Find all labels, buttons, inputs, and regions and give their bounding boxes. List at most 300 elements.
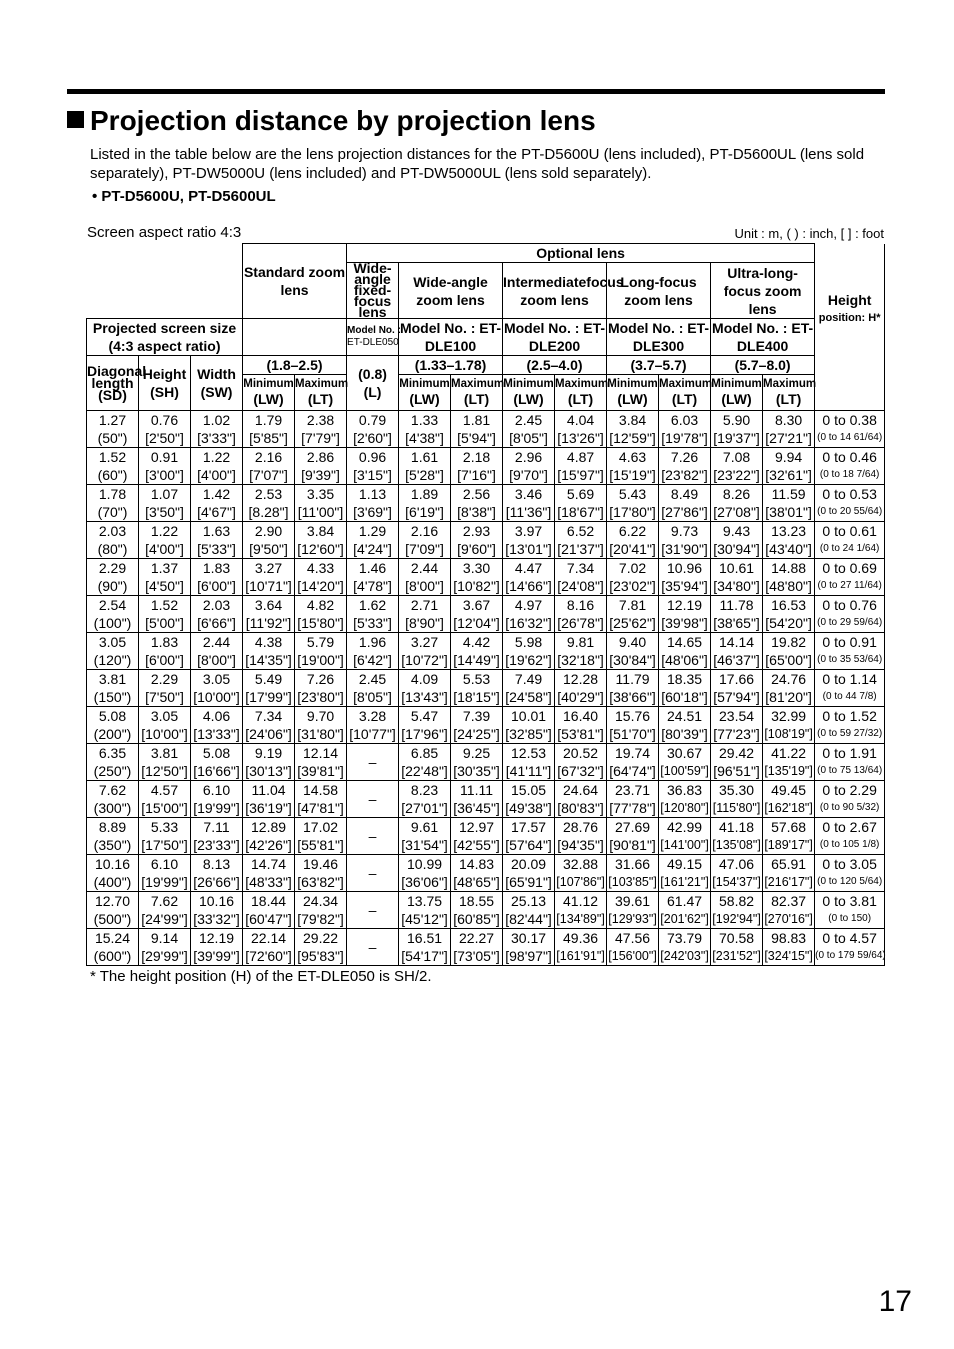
table-row (87, 781, 885, 818)
cell-subvalue: [19'99"] (141, 874, 188, 890)
cell-value: 8.16 (566, 597, 595, 613)
cell-subvalue: (0 to 29 59/64) (817, 617, 883, 628)
cell-subvalue: [47'81"] (297, 800, 344, 816)
cell-subvalue: [24'58"] (505, 689, 552, 705)
blank-standard (243, 319, 347, 356)
cell-subvalue: (0 to 120 5/64) (817, 876, 883, 887)
cell-subvalue: [65'00"] (765, 652, 812, 668)
cell-value: 5.98 (514, 634, 543, 650)
table-cell-sw (191, 522, 243, 559)
cell-subvalue: [46'37"] (713, 652, 760, 668)
cell-subvalue: [13'33"] (193, 726, 240, 742)
header-intermediate-zoom: Intermediatefocus zoom lens (503, 263, 607, 319)
cell-value: 15.05 (511, 782, 547, 798)
table-cell-f (503, 596, 555, 633)
cell-subvalue: [15'80"] (297, 615, 344, 631)
cell-subvalue: (200") (93, 726, 132, 742)
cell-value: 24.34 (303, 893, 339, 909)
cell-subvalue: [19'37"] (713, 430, 760, 446)
cell-value: 4.57 (150, 782, 179, 798)
table-cell-h (607, 744, 659, 781)
cell-value: 4.09 (410, 671, 439, 687)
cell-value: 1.52 (150, 597, 179, 613)
cell-subvalue: [41'11"] (505, 763, 552, 779)
cell-value: 4.87 (566, 449, 595, 465)
table-cell-sw (191, 929, 243, 966)
cell-value: 41.18 (719, 819, 755, 835)
header-min: Minimum (LW) (711, 375, 763, 411)
cell-subvalue: [60'47"] (245, 911, 292, 927)
cell-subvalue: [31'90"] (661, 541, 708, 557)
cell-subvalue: [242'03"] (660, 949, 709, 963)
cell-subvalue: [11'36"] (505, 504, 552, 520)
cell-value: 8.13 (202, 856, 231, 872)
cell-value: 41.22 (771, 745, 807, 761)
cell-subvalue: [31'54"] (401, 837, 448, 853)
cell-value: 7.34 (254, 708, 283, 724)
table-cell-b (295, 781, 347, 818)
cell-subvalue: [23'22"] (713, 467, 760, 483)
cell-value: 5.08 (202, 745, 231, 761)
cell-subvalue: [9'39"] (301, 467, 340, 483)
cell-subvalue: [135'08"] (712, 838, 761, 852)
table-cell-f (503, 411, 555, 448)
table-row (87, 596, 885, 633)
cell-subvalue: [38'66"] (609, 689, 656, 705)
cell-subvalue: (0 to 44 7/8) (822, 691, 877, 702)
table-cell-g (555, 855, 607, 892)
table-cell-k (763, 855, 815, 892)
cell-value: 1.27 (98, 412, 127, 428)
cell-value: 61.47 (667, 893, 703, 909)
cell-subvalue: [49'38"] (505, 800, 552, 816)
cell-subvalue: [189'17"] (764, 838, 813, 852)
cell-subvalue: [13'43"] (401, 689, 448, 705)
cell-subvalue: [48'33"] (245, 874, 292, 890)
cell-subvalue: [30'94"] (713, 541, 760, 557)
table-cell-j (711, 633, 763, 670)
cell-value: 3.46 (514, 486, 543, 502)
table-cell-sd (87, 892, 139, 929)
table-cell-c (347, 448, 399, 485)
cell-subvalue: [8'05"] (509, 430, 548, 446)
cell-subvalue: (0 to 24 1/64) (819, 543, 880, 554)
cell-subvalue: [3'69"] (353, 504, 392, 520)
cell-subvalue: [16'66"] (193, 763, 240, 779)
cell-value: 2.18 (462, 449, 491, 465)
cell-subvalue: [17'99"] (245, 689, 292, 705)
table-cell-i (659, 559, 711, 596)
table-cell-sw (191, 781, 243, 818)
header-min: Minimum (LW) (503, 375, 555, 411)
cell-subvalue: [57'64"] (505, 837, 552, 853)
table-cell-d (399, 448, 451, 485)
cell-subvalue: [23'02"] (609, 578, 656, 594)
cell-value: 1.61 (410, 449, 439, 465)
cell-value: 0 to 0.53 (822, 486, 877, 502)
table-cell-sw (191, 485, 243, 522)
cell-subvalue: [30'84"] (609, 652, 656, 668)
header-model-050 (347, 319, 399, 356)
cell-value: 3.05 (150, 708, 179, 724)
cell-value: 57.68 (771, 819, 807, 835)
ratio-300: (3.7–5.7) (607, 356, 711, 375)
cell-subvalue: [51'70"] (609, 726, 656, 742)
cell-value: 1.62 (358, 597, 387, 613)
cell-subvalue: (300") (93, 800, 132, 816)
table-cell-sh (139, 411, 191, 448)
table-cell-h (607, 596, 659, 633)
table-cell-a (243, 485, 295, 522)
cell-value: 10.96 (667, 560, 703, 576)
cell-value: 12.19 (667, 597, 703, 613)
cell-value: 23.54 (719, 708, 755, 724)
header-min: Minimum (LW) (399, 375, 451, 411)
table-cell-h (607, 485, 659, 522)
table-cell-e (451, 596, 503, 633)
cell-subvalue: [32'18"] (557, 652, 604, 668)
cell-subvalue: [5'28"] (405, 467, 444, 483)
cell-subvalue: [27'86"] (661, 504, 708, 520)
table-cell-j (711, 929, 763, 966)
cell-value: 17.66 (719, 671, 755, 687)
table-cell-f (503, 670, 555, 707)
table-row (87, 411, 885, 448)
table-cell-sw (191, 707, 243, 744)
cell-subvalue: [5'33"] (197, 541, 236, 557)
height-position-label-a: Height (827, 292, 872, 308)
cell-subvalue: [103'85"] (608, 875, 657, 889)
cell-value: 2.16 (254, 449, 283, 465)
cell-value: 18.35 (667, 671, 703, 687)
table-cell-b (295, 559, 347, 596)
table-cell-b (295, 411, 347, 448)
cell-subvalue: [7'50"] (145, 689, 184, 705)
table-cell-c (347, 929, 399, 966)
cell-value: 12.70 (94, 893, 131, 909)
table-cell-h (607, 670, 659, 707)
cell-value: 9.73 (670, 523, 699, 539)
cell-value: 5.43 (618, 486, 647, 502)
cell-value: 10.61 (719, 560, 755, 576)
cell-subvalue: [18'67"] (557, 504, 604, 520)
table-cell-g (555, 559, 607, 596)
table-cell-hp (815, 855, 885, 892)
cell-value: 12.14 (303, 745, 339, 761)
cell-value: 22.27 (459, 930, 495, 946)
table-cell-k (763, 892, 815, 929)
cell-subvalue: [2'60"] (353, 430, 392, 446)
cell-value: 3.81 (98, 671, 127, 687)
cell-subvalue: [15'00"] (141, 800, 188, 816)
table-cell-j (711, 855, 763, 892)
diagonal-label-b: length (91, 375, 134, 391)
cell-subvalue: [96'51"] (713, 763, 760, 779)
cell-subvalue: [231'52"] (712, 949, 761, 963)
table-cell-hp (815, 633, 885, 670)
table-cell-a (243, 855, 295, 892)
cell-value: 2.93 (462, 523, 491, 539)
table-cell-i (659, 781, 711, 818)
cell-value: 4.97 (514, 597, 543, 613)
table-cell-g (555, 670, 607, 707)
ratio-200: (2.5–4.0) (503, 356, 607, 375)
cell-value: 12.28 (563, 671, 599, 687)
cell-subvalue: [100'59"] (660, 764, 709, 778)
table-cell-b (295, 448, 347, 485)
cell-subvalue: [156'00"] (608, 949, 657, 963)
cell-value: 9.43 (722, 523, 751, 539)
table-cell-c (347, 485, 399, 522)
table-cell-a (243, 670, 295, 707)
cell-subvalue: [9'70"] (509, 467, 548, 483)
table-cell-d (399, 411, 451, 448)
table-cell-sw (191, 818, 243, 855)
cell-subvalue: (0 to 179 59/64) (815, 950, 886, 961)
cell-subvalue: [19'99"] (193, 800, 240, 816)
model-050-label: Model No. : (347, 325, 401, 336)
table-cell-b (295, 892, 347, 929)
cell-value: 3.97 (514, 523, 543, 539)
diagonal-label-c: (SD) (98, 387, 127, 403)
cell-subvalue: [60'18"] (661, 689, 708, 705)
cell-value: 47.56 (615, 930, 651, 946)
cell-value: 2.16 (410, 523, 439, 539)
cell-subvalue: [14'66"] (505, 578, 552, 594)
cell-subvalue: [6'19"] (405, 504, 444, 520)
table-cell-sw (191, 633, 243, 670)
table-cell-d (399, 707, 451, 744)
cell-subvalue: [54'20"] (765, 615, 812, 631)
header-max: Maximum (LT) (659, 375, 711, 411)
table-cell-sd (87, 596, 139, 633)
cell-subvalue: [16'32"] (505, 615, 552, 631)
table-cell-i (659, 522, 711, 559)
table-cell-c (347, 781, 399, 818)
ratio-standard: (1.8–2.5) (243, 356, 347, 375)
cell-value: 15.76 (615, 708, 651, 724)
cell-value: 9.19 (254, 745, 283, 761)
cell-subvalue: [54'17"] (401, 948, 448, 964)
table-cell-d (399, 929, 451, 966)
cell-value: 4.42 (462, 634, 491, 650)
table-cell-hp (815, 596, 885, 633)
cell-value: – (368, 791, 377, 807)
cell-value: 36.83 (667, 782, 703, 798)
cell-subvalue: [38'65"] (713, 615, 760, 631)
table-cell-j (711, 892, 763, 929)
cell-value: 2.29 (98, 560, 127, 576)
cell-value: 19.82 (771, 634, 807, 650)
cell-subvalue: (0 to 35 53/64) (817, 654, 883, 665)
cell-value: 11.11 (460, 782, 494, 798)
table-cell-e (451, 448, 503, 485)
cell-value: 47.06 (719, 856, 755, 872)
table-cell-k (763, 411, 815, 448)
cell-subvalue: [53'81"] (557, 726, 604, 742)
cell-subvalue: [270'16"] (764, 912, 813, 926)
table-cell-h (607, 633, 659, 670)
header-model-300: Model No. : ET-DLE300 (607, 320, 710, 354)
cell-value: 1.96 (358, 634, 387, 650)
table-cell-e (451, 633, 503, 670)
cell-subvalue: [30'13"] (245, 763, 292, 779)
cell-value: 11.78 (719, 597, 754, 613)
cell-subvalue: [11'00"] (297, 504, 344, 520)
table-cell-sh (139, 744, 191, 781)
cell-value: 12.53 (511, 745, 547, 761)
cell-value: 5.49 (254, 671, 283, 687)
cell-value: 1.07 (150, 486, 179, 502)
cell-value: 6.22 (618, 523, 647, 539)
width-label-a: Width (197, 366, 236, 382)
cell-value: 29.22 (303, 930, 339, 946)
cell-subvalue: [3'50"] (145, 504, 184, 520)
cell-value: 65.91 (771, 856, 807, 872)
cell-subvalue: [6'66"] (197, 615, 236, 631)
model-050-number: ET-DLE050 (347, 337, 399, 348)
cell-value: 5.47 (410, 708, 439, 724)
table-cell-d (399, 633, 451, 670)
table-cell-k (763, 744, 815, 781)
cell-value: 7.49 (514, 671, 543, 687)
cell-subvalue: [24'06"] (245, 726, 292, 742)
cell-subvalue: [19'00"] (297, 652, 344, 668)
cell-subvalue: [14'20"] (297, 578, 344, 594)
table-cell-e (451, 892, 503, 929)
cell-subvalue: [95'83"] (297, 948, 344, 964)
table-cell-f (503, 559, 555, 596)
ratio-050-a: (0.8) (358, 366, 387, 382)
cell-subvalue: [42'26"] (245, 837, 292, 853)
cell-subvalue: [42'55"] (453, 837, 500, 853)
table-cell-a (243, 781, 295, 818)
cell-subvalue: [55'81"] (297, 837, 344, 853)
header-model-100: Model No. : ET-DLE100 (399, 320, 502, 354)
cell-value: 10.16 (198, 893, 235, 909)
cell-value: 2.45 (514, 412, 543, 428)
cell-subvalue: [25'62"] (609, 615, 656, 631)
cell-subvalue: [4'24"] (353, 541, 392, 557)
table-cell-sd (87, 707, 139, 744)
cell-subvalue: [6'00"] (197, 578, 236, 594)
header-max: Maximum (LT) (295, 375, 347, 411)
projection-distance-table (86, 243, 885, 966)
cell-subvalue: [4'38"] (405, 430, 444, 446)
cell-subvalue: [18'15"] (453, 689, 500, 705)
cell-subvalue: [4'00"] (197, 467, 236, 483)
blank-height-pos-2 (815, 375, 885, 411)
cell-value: 7.34 (566, 560, 595, 576)
cell-value: 2.45 (358, 671, 387, 687)
table-cell-sd (87, 633, 139, 670)
table-cell-c (347, 596, 399, 633)
cell-subvalue: [7'16"] (457, 467, 496, 483)
cell-value: 5.33 (150, 819, 179, 835)
cell-value: 12.19 (198, 930, 235, 946)
table-cell-h (607, 522, 659, 559)
cell-value: 1.42 (202, 486, 231, 502)
table-cell-k (763, 670, 815, 707)
table-cell-f (503, 707, 555, 744)
table-cell-c (347, 522, 399, 559)
cell-value: 31.66 (615, 856, 651, 872)
cell-value: 1.29 (358, 523, 387, 539)
header-max: Maximum (LT) (555, 375, 607, 411)
cell-subvalue: [161'21"] (660, 875, 709, 889)
table-cell-sd (87, 485, 139, 522)
table-cell-sh (139, 892, 191, 929)
cell-value: 30.67 (667, 745, 703, 761)
cell-value: 20.09 (511, 856, 547, 872)
table-cell-hp (815, 929, 885, 966)
cell-subvalue: [90'81"] (609, 837, 656, 853)
cell-subvalue: (400") (93, 874, 132, 890)
footnote: * The height position (H) of the ET-DLE050 is SH/2. (90, 968, 432, 985)
table-cell-c (347, 411, 399, 448)
cell-subvalue: [57'94"] (713, 689, 760, 705)
table-cell-i (659, 818, 711, 855)
cell-subvalue: (0 to 90 5/32) (819, 802, 880, 813)
cell-subvalue: [17'50"] (141, 837, 188, 853)
cell-value: 1.52 (98, 449, 127, 465)
cell-value: – (368, 902, 377, 918)
square-bullet-icon (67, 111, 84, 128)
table-cell-k (763, 559, 815, 596)
table-cell-sh (139, 485, 191, 522)
cell-subvalue: [32'85"] (505, 726, 552, 742)
cell-value: 9.70 (306, 708, 335, 724)
table-cell-b (295, 670, 347, 707)
cell-subvalue: [3'00"] (145, 467, 184, 483)
cell-value: 7.11 (203, 819, 230, 835)
cell-value: 0 to 0.38 (822, 412, 877, 428)
cell-value: 2.44 (410, 560, 439, 576)
cell-subvalue: [161'91"] (556, 949, 605, 963)
cell-subvalue: (600") (93, 948, 132, 964)
cell-subvalue: [3'15"] (353, 467, 392, 483)
table-cell-sw (191, 670, 243, 707)
cell-value: 5.69 (566, 486, 595, 502)
table-cell-sd (87, 411, 139, 448)
cell-subvalue: (90") (97, 578, 128, 594)
table-cell-b (295, 929, 347, 966)
cell-value: 13.75 (407, 893, 443, 909)
intro-text: Listed in the table below are the lens projection distances for the PT-D5600U (lens included), PT-D5600UL (lens sold separately), PT-DW5000U (lens included) and PT-DW5000UL (lens sold separately). (90, 146, 865, 182)
cell-subvalue: [192'94"] (712, 912, 761, 926)
cell-value: 0.76 (150, 412, 179, 428)
header-max: Maximum (LT) (451, 375, 503, 411)
cell-subvalue: [35'94"] (661, 578, 708, 594)
table-cell-i (659, 855, 711, 892)
table-cell-sd (87, 670, 139, 707)
table-cell-sh (139, 559, 191, 596)
header-ultra-zoom: Ultra-long-focus zoom lens (711, 263, 815, 319)
table-cell-sw (191, 596, 243, 633)
table-cell-f (503, 744, 555, 781)
ratio-050-b: (L) (363, 384, 382, 400)
cell-value: 6.03 (670, 412, 699, 428)
cell-value: 7.26 (670, 449, 699, 465)
cell-value: 7.02 (618, 560, 647, 576)
table-cell-j (711, 670, 763, 707)
table-cell-i (659, 633, 711, 670)
cell-value: – (368, 939, 377, 955)
cell-subvalue: [80'83"] (557, 800, 604, 816)
cell-subvalue: [15'97"] (557, 467, 604, 483)
cell-value: 0 to 0.91 (822, 634, 877, 650)
table-cell-h (607, 818, 659, 855)
